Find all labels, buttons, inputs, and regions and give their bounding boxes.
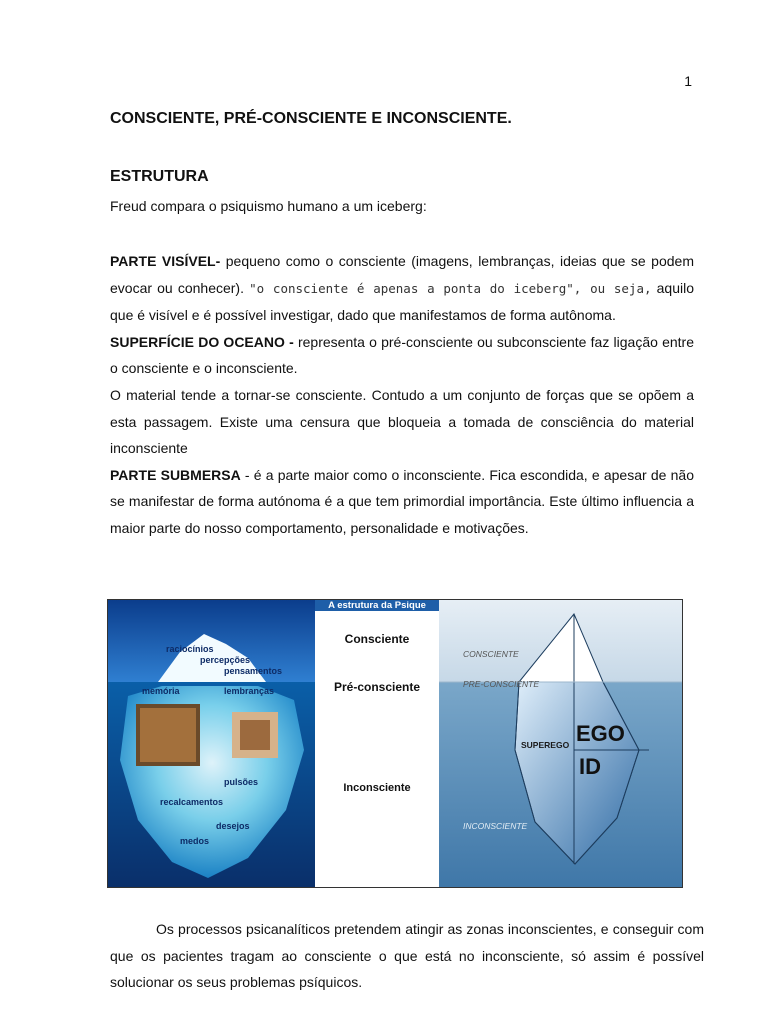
iceberg-illustration [108, 600, 315, 887]
paragraph-material: O material tende a tornar-se consciente. Contudo a um conjunto de forças que se opõem a esta passagem. Existe uma censura que bloqueia a tomada de consciência do material inconsciente [110, 386, 694, 457]
label-ego: EGO [576, 721, 625, 746]
paragraph-parte-submersa [110, 462, 694, 542]
text-parte-visivel-rest: aquilo que é visível e é possível investigar, dado que manifestamos de forma autônoma. [110, 279, 695, 324]
label-pensamentos: pensamentos [224, 666, 283, 676]
psyche-figure [107, 599, 683, 888]
body-text [110, 248, 694, 542]
quote-ponta-iceberg: "o consciente é apenas a ponta do iceberg", ou seja, [249, 280, 652, 296]
label-lembrancas: lembranças [224, 686, 275, 696]
text-superficie: representa o pré-consciente ou subconsciente faz ligação entre o consciente e o inconsciente. [110, 333, 695, 377]
label-consciente-structure: CONSCIENTE [463, 649, 519, 659]
closing-paragraph [110, 916, 704, 996]
label-parte-submersa: PARTE SUBMERSA [110, 466, 241, 483]
figure-banner: A estrutura da Psique [315, 600, 439, 611]
label-inconsciente-structure: INCONSCIENTE [463, 821, 528, 831]
closing-text: Os processos psicanalíticos pretendem atingir as zonas inconscientes, e conseguir com que os pacientes tragam ao consciente o que está no inconsciente, só assim é possível solucionar os seus problemas psíquicos. [110, 921, 704, 991]
label-superficie: SUPERFÍCIE DO OCEANO - [110, 333, 294, 350]
label-medos: medos [180, 836, 210, 846]
iceberg-structure-diagram [439, 600, 683, 887]
section-heading: ESTRUTURA [110, 168, 209, 185]
label-raciocinios: raciocínios [166, 644, 214, 654]
label-desejos: desejos [216, 821, 250, 831]
text-parte-submersa: - é a parte maior como o inconsciente. Fica escondida, e apesar de não se manifestar de forma autónoma é a que tem primordial importância. Este último influencia a maior parte do nosso comportamento, personalidade e motivações. [110, 466, 694, 536]
text-parte-visivel: pequeno como o consciente (imagens, lembranças, ideias que se podem evocar ou conhecer). [110, 253, 694, 296]
label-pre-consciente-structure: PRE-CONSCIENTE [463, 679, 540, 689]
psyche-levels-column [315, 600, 439, 887]
level-label-pre-consciente: Pré-consciente [333, 680, 421, 694]
paragraph-superficie [110, 329, 694, 382]
label-recalcamentos: recalcamentos [160, 797, 224, 807]
level-label-consciente: Consciente [344, 632, 410, 646]
paragraph-parte-visivel [110, 248, 694, 329]
label-superego: SUPEREGO [521, 740, 570, 750]
label-memoria: memória [142, 686, 180, 696]
label-pulsoes: pulsões [224, 777, 259, 787]
document-title: CONSCIENTE, PRÉ-CONSCIENTE E INCONSCIENTE. [110, 110, 512, 127]
page-number: 1 [684, 73, 692, 89]
label-id: ID [579, 754, 601, 779]
intro-paragraph: Freud compara o psiquismo humano a um iceberg: [110, 198, 427, 214]
level-label-inconsciente: Inconsciente [343, 782, 411, 794]
label-parte-visivel: PARTE VISÍVEL- [110, 253, 221, 269]
label-percepcoes: percepções [200, 655, 251, 665]
